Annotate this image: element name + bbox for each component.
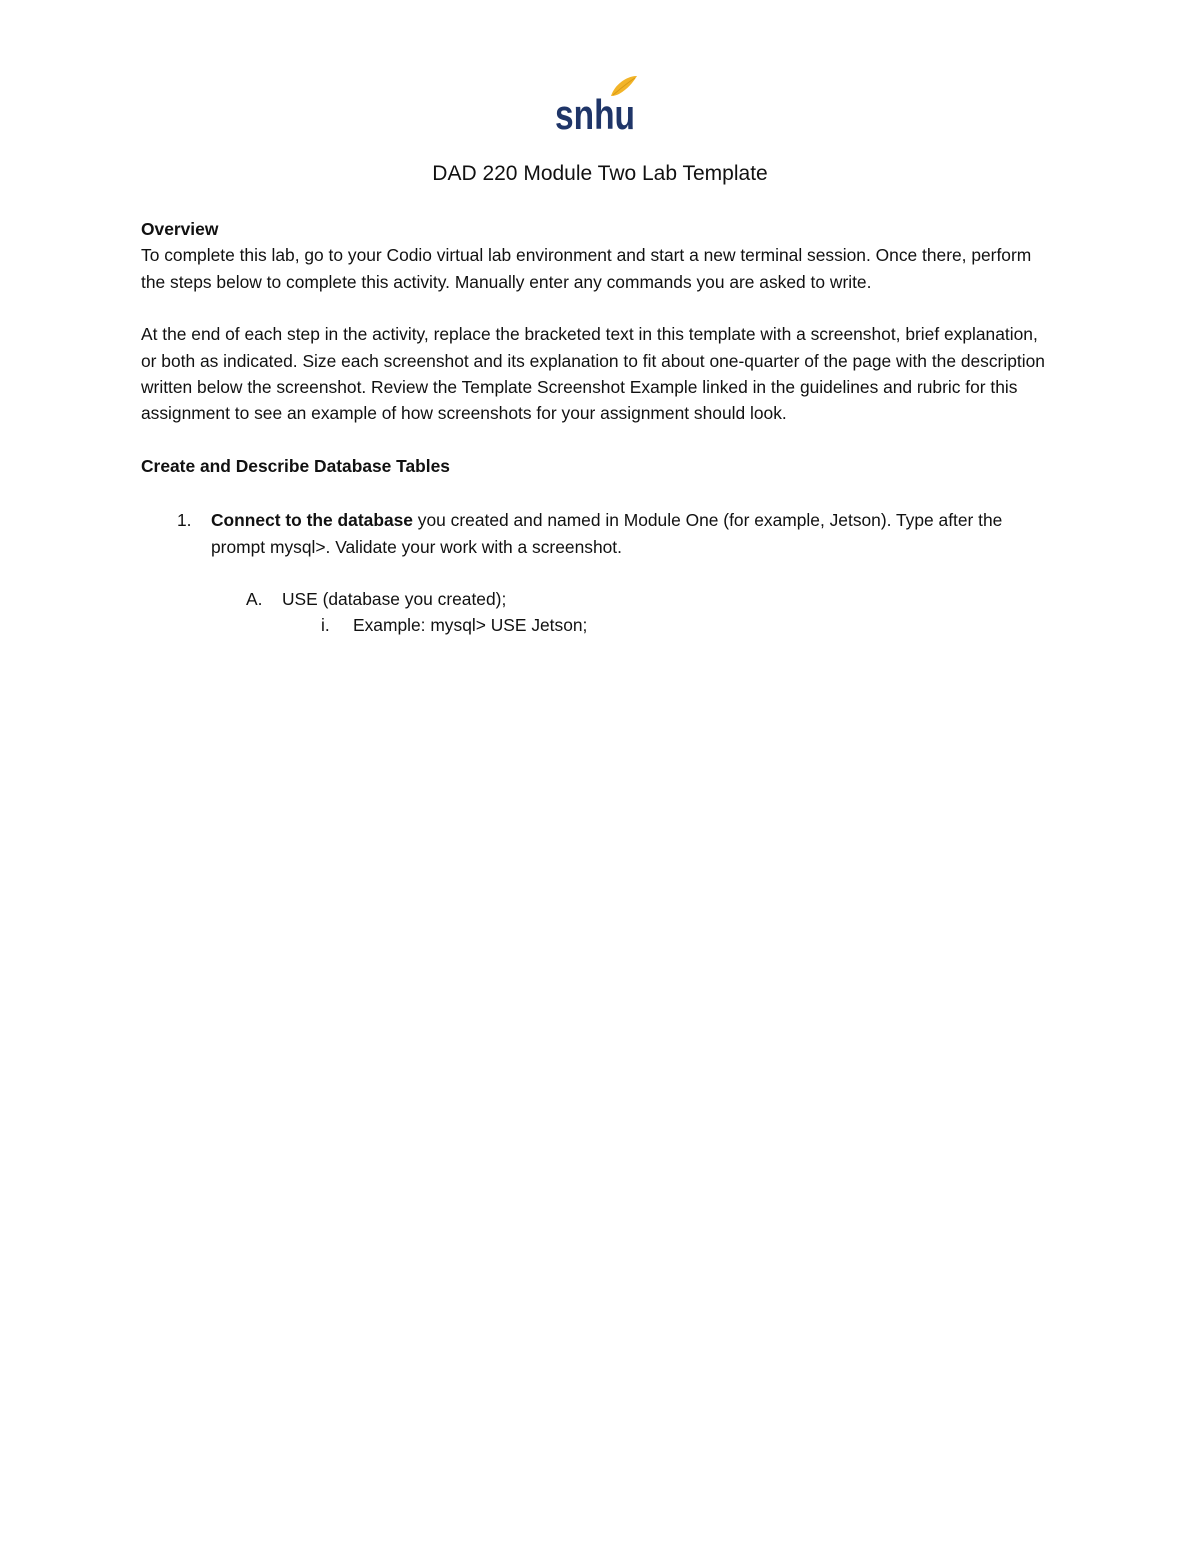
step-1 [141,507,1056,560]
sub-i-text: Example: mysql> USE Jetson; [353,615,588,636]
section-heading: Create and Describe Database Tables [141,455,450,476]
step-text: you created and named in Module One (for example, Jetson). Type after the prompt mysql>. Validate your work with a screenshot. [211,510,1003,557]
document-body [141,216,1056,639]
sub-a-label: A. [246,589,263,610]
document-title: DAD 220 Module Two Lab Template [432,162,768,185]
snhu-logo-graphic [553,74,645,138]
overview-paragraph: To complete this lab, go to your Codio virtual lab environment and start a new terminal session. Once there, perform the steps below to complete this activity. Manually enter any commands you are asked to write. [141,245,1032,292]
sub-a-text: USE (database you created); [282,589,507,610]
sub-i-label: i. [321,615,330,636]
snhu-logo [553,74,645,138]
step-lead-text: Connect to the database [211,510,413,531]
step-1-sub-a [141,586,1056,612]
step-1-sub-i [141,612,1056,638]
overview-heading: Overview [141,219,219,239]
snhu-logo-text: snhu [555,91,635,138]
instructions-paragraph: At the end of each step in the activity, replace the bracketed text in this template with a screenshot, brief explanation, or both as indicated. Size each screenshot and its explanation to fit about one-quarter of the page with the description written below the screenshot. Review the Template Screenshot Example linked in the guidelines and rubric for this assignment to see an example of how screenshots for your assignment should look. [141,324,1045,424]
step-number: 1. [177,510,192,531]
